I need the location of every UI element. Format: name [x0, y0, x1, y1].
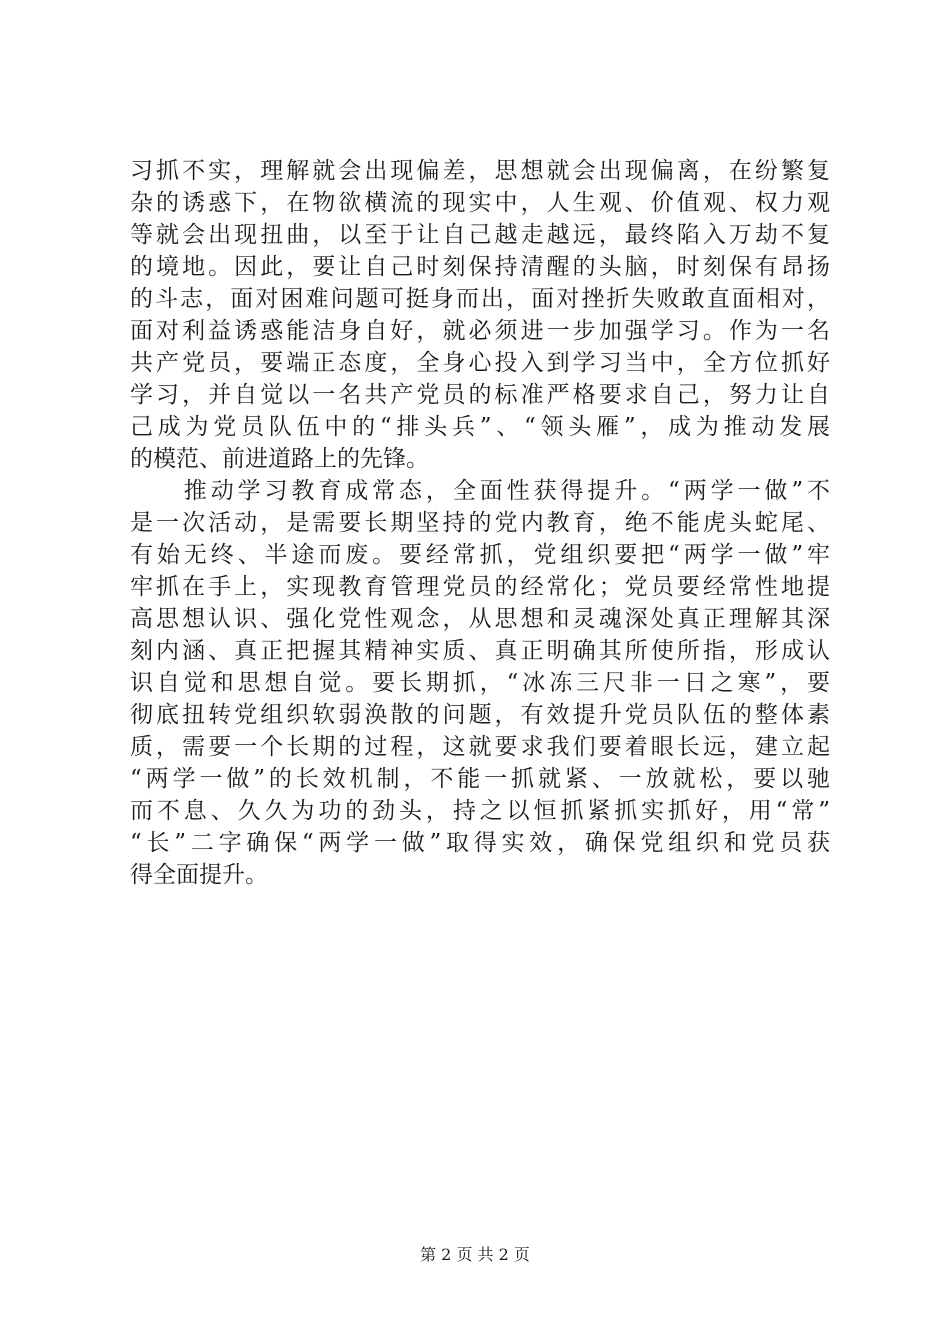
text-line: “两学一做”的长效机制，不能一抓就紧、一放就松，要以驰	[130, 766, 830, 792]
text-line: 是一次活动，是需要长期坚持的党内教育，绝不能虎头蛇尾、	[130, 510, 830, 536]
paragraph-2	[130, 475, 830, 891]
page-number-label: 第 2 页 共 2 页	[420, 1245, 530, 1264]
text-line: 刻内涵、真正把握其精神实质、真正明确其所使所指，形成认	[130, 638, 830, 664]
text-line: 高思想认识、强化党性观念，从思想和灵魂深处真正理解其深	[130, 606, 830, 632]
text-line: 等就会出现扭曲，以至于让自己越走越远，最终陷入万劫不复	[130, 222, 830, 248]
text-line: 得全面提升。	[130, 862, 268, 888]
text-line: 而不息、久久为功的劲头，持之以恒抓紧抓实抓好，用“常”	[130, 798, 830, 824]
text-line: 有始无终、半途而废。要经常抓，党组织要把“两学一做”牢	[130, 542, 830, 568]
text-line: 彻底扭转党组织软弱涣散的问题，有效提升党员队伍的整体素	[130, 702, 830, 728]
text-line: 习抓不实，理解就会出现偏差，思想就会出现偏离，在纷繁复	[130, 158, 830, 184]
page-footer	[0, 1245, 950, 1265]
text-line: 的模范、前进道路上的先锋。	[130, 446, 429, 472]
text-line: 面对利益诱惑能洁身自好，就必须进一步加强学习。作为一名	[130, 318, 830, 344]
text-line: “长”二字确保“两学一做”取得实效，确保党组织和党员获	[130, 830, 830, 856]
document-body	[130, 155, 830, 891]
text-line: 共产党员，要端正态度，全身心投入到学习当中，全方位抓好	[130, 350, 830, 376]
paragraph-1	[130, 155, 830, 475]
text-line: 推动学习教育成常态，全面性获得提升。“两学一做”不	[130, 478, 830, 504]
text-line: 学习，并自觉以一名共产党员的标准严格要求自己，努力让自	[130, 382, 830, 408]
text-line: 识自觉和思想自觉。要长期抓，“冰冻三尺非一日之寒”，要	[130, 670, 830, 696]
text-line: 的境地。因此，要让自己时刻保持清醒的头脑，时刻保有昂扬	[130, 254, 830, 280]
text-line: 牢抓在手上，实现教育管理党员的经常化；党员要经常性地提	[130, 574, 830, 600]
text-line: 己成为党员队伍中的“排头兵”、“领头雁”，成为推动发展	[130, 414, 830, 440]
text-line: 的斗志，面对困难问题可挺身而出，面对挫折失败敢直面相对，	[130, 286, 830, 312]
text-line: 杂的诱惑下，在物欲横流的现实中，人生观、价值观、权力观	[130, 190, 830, 216]
text-line: 质，需要一个长期的过程，这就要求我们要着眼长远，建立起	[130, 734, 830, 760]
